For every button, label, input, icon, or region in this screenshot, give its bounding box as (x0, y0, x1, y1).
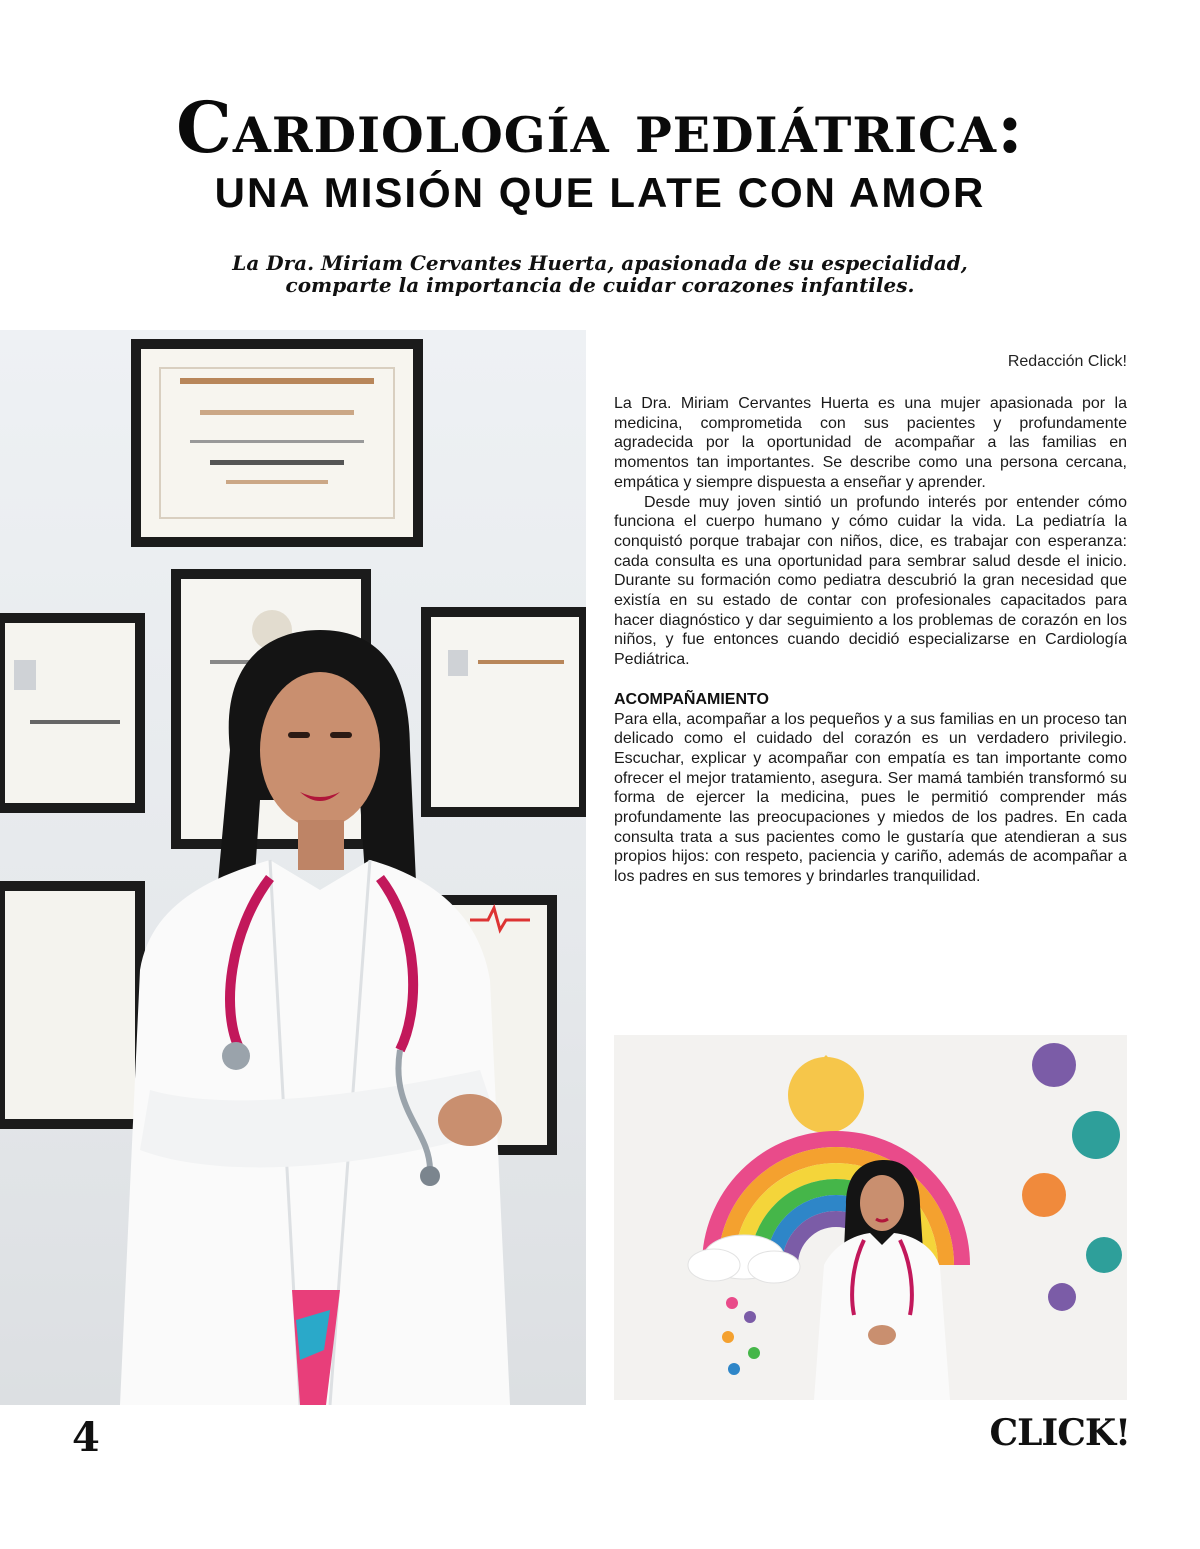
sun-icon (788, 1055, 864, 1133)
article-body (614, 394, 1127, 887)
main-photo (0, 330, 586, 1405)
wall-dot-orange (1022, 1173, 1066, 1217)
wall-dot-purple-2 (1048, 1283, 1076, 1311)
rainbow-wall-illustration (614, 1035, 1127, 1400)
body-paragraph-1: La Dra. Miriam Cervantes Huerta es una mujer apasionada por la medicina, comprometida con sus pacientes y profundamente agradecida por la oportunidad de acompañar a las familias en momentos tan importantes. Se describe como una persona cercana, empática y siempre dispuesta a enseñar y aprender. (614, 395, 1127, 491)
body-paragraph-3: Para ella, acompañar a los pequeños y a sus familias en un proceso tan delicado como el cuidado del corazón es un verdadero privilegio. Escuchar, explicar y acompañar con empatía es tan importante como ofrecer el mejor tratamiento, asegura. Ser mamá también transformó su forma de ejercer la medicina, pues le permitió comprender más profundamente las preocupaciones y miedos de los padres. En cada consulta trata a sus pacientes como le gustaría que atendieran a sus propios hijos: con respeto, paciencia y cariño, además de acompañar a los padres en sus temores y brindarles tranquilidad. (614, 710, 1127, 886)
wall-dot-teal-2 (1086, 1237, 1122, 1273)
wall-dot-purple (1032, 1043, 1076, 1087)
brand-logo: CLICK! (989, 1412, 1130, 1454)
section-heading: ACOMPAÑAMIENTO (614, 690, 769, 708)
byline: Redacción Click! (1007, 353, 1127, 370)
article-lede (150, 252, 1050, 296)
article-title: Cardiología pediátrica: (176, 86, 1024, 169)
body-paragraph-2: Desde muy joven sintió un profundo interés por entender cómo funciona el cuerpo humano y cómo cuidar la vida. La pediatría la conquistó porque trabajar con niños, dice, es trabajar con esperanza: cada consulta es una oportunidad para sembrar salud desde el inicio. Durante su formación como pediatra descubrió la gran necesidad que existía en su estado de contar con profesionales capacitados para hacer diagnóstico y dar seguimiento a los problemas de corazón en los niños, y fue entonces cuando decidió especializarse en Cardiología Pediátrica. (614, 493, 1127, 669)
wall-dot-teal (1072, 1111, 1120, 1159)
heart-rain-icons (722, 1297, 760, 1375)
article-subtitle: UNA MISIÓN QUE LATE CON AMOR (214, 169, 986, 216)
secondary-photo (614, 1035, 1127, 1400)
doctor-portrait-illustration (0, 330, 586, 1405)
lede-line-1: La Dra. Miriam Cervantes Huerta, apasionada de su especialidad, (232, 251, 968, 275)
page-number: 4 (72, 1414, 100, 1461)
lede-line-2: comparte la importancia de cuidar corazones infantiles. (285, 273, 915, 297)
